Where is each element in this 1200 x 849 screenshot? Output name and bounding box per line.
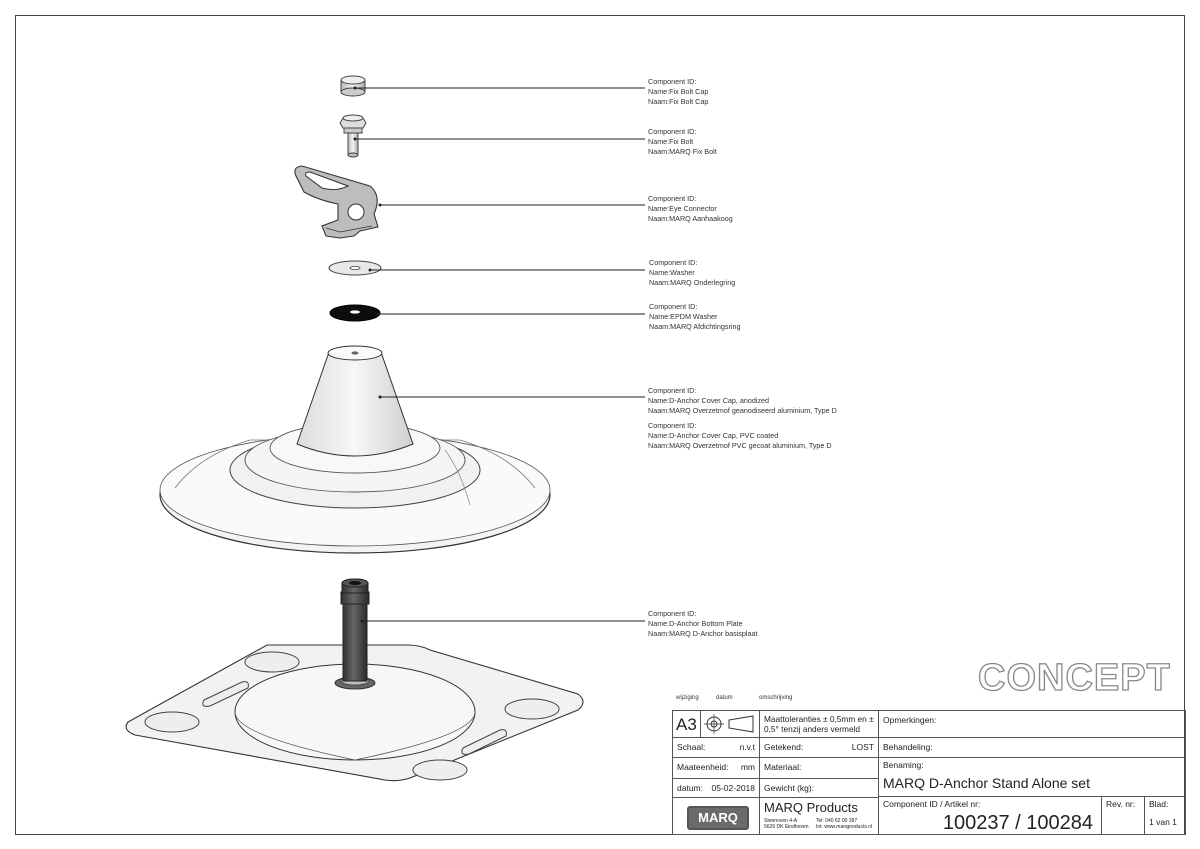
fix-bolt-cap-part (341, 76, 365, 96)
callout-bottom-plate: Component ID: Name:D-Anchor Bottom Plate Naam:MARQ D-Anchor basisplaat (648, 609, 758, 638)
date-cell (672, 778, 760, 798)
tolerance-cell (759, 710, 879, 738)
cover-cap-part (160, 346, 550, 553)
revision-cell (1101, 796, 1145, 835)
callout-washer: Component ID: Name:Washer Naam:MARQ Onderlegring (649, 258, 736, 287)
scale-value: n.v.t (739, 742, 755, 752)
callout-cover-cap: Component ID: Name:D-Anchor Cover Cap, anodized Naam:MARQ Overzetmof geanodiseerd aluminium, Type D Component ID: Name:D-Anchor Cover Cap, PVC coated Naam:MARQ Overzetmof PVC gecoat aluminium, Type D (648, 386, 837, 450)
marq-logo: MARQ (687, 806, 749, 830)
company-name: MARQ Products (764, 800, 858, 815)
third-angle-projection-icon (701, 711, 759, 737)
company-tel: Tel: 040 62 00 387 (816, 818, 858, 824)
treatment-cell (878, 737, 1186, 758)
logo-cell (672, 797, 760, 835)
washer-part (329, 261, 381, 275)
callout-fix-bolt: Component ID: Name:Fix Bolt Naam:MARQ Fix Bolt (648, 127, 717, 156)
drawn-value: LOST (851, 742, 874, 752)
article-label: Component ID / Artikel nr: (883, 799, 981, 809)
company-web: Int: www.marqproducts.nl (816, 824, 873, 830)
material-label: Materiaal: (764, 762, 802, 772)
scale-label: Schaal: (677, 742, 706, 752)
title-block (672, 710, 1186, 835)
company-cell (759, 797, 879, 835)
company-address: Steenoven 4-A (764, 818, 798, 824)
unit-label: Maateenheid: (677, 762, 729, 772)
projection-symbol-cell (700, 710, 760, 738)
sheet-label: Blad: (1149, 799, 1169, 809)
weight-cell (759, 778, 879, 798)
paper-size: A3 (676, 715, 697, 734)
revision-header-change: wijziging (676, 695, 699, 701)
epdm-washer-part (330, 305, 380, 321)
remarks-cell (878, 710, 1186, 738)
unit-cell (672, 757, 760, 779)
callout-epdm-washer: Component ID: Name:EPDM Washer Naam:MARQ Afdichtingsring (649, 302, 741, 331)
eye-connector-part (295, 166, 378, 238)
concept-watermark: CONCEPT (978, 657, 1171, 699)
weight-label: Gewicht (kg): (764, 783, 815, 793)
name-cell (878, 757, 1186, 797)
date-label: datum: (677, 783, 703, 793)
sheet-cell (1144, 796, 1186, 835)
revision-header-date: datum (716, 695, 733, 701)
company-city: 5626 DK Eindhoven (764, 824, 809, 830)
remarks-label: Opmerkingen: (883, 715, 937, 725)
callout-eye-connector: Component ID: Name:Eye Connector Naam:MARQ Aanhaakoog (648, 194, 733, 223)
scale-cell (672, 737, 760, 758)
bottom-plate-part (126, 579, 583, 781)
fix-bolt-part (340, 115, 366, 157)
paper-size-cell (672, 710, 701, 738)
treatment-label: Behandeling: (883, 742, 933, 752)
article-value: 100237 / 100284 (942, 812, 1093, 834)
unit-value: mm (740, 762, 755, 772)
name-label: Benaming: (883, 760, 924, 770)
date-value: 05-02-2018 (711, 783, 755, 793)
callout-fix-bolt-cap: Component ID: Name:Fix Bolt Cap Naam:Fix Bolt Cap (648, 77, 709, 106)
material-cell (759, 757, 879, 779)
revision-header-description: omschrijving (759, 695, 793, 701)
name-value: MARQ D-Anchor Stand Alone set (883, 775, 1090, 791)
article-cell (878, 796, 1102, 835)
revision-label: Rev. nr: (1106, 799, 1136, 809)
tolerance-text: Maattoleranties ± 0,5mm en ± 0,5° tenzij anders vermeld (764, 714, 874, 734)
drawn-cell (759, 737, 879, 758)
drawn-label: Getekend: (764, 742, 804, 752)
sheet-value: 1 van 1 (1149, 817, 1177, 827)
